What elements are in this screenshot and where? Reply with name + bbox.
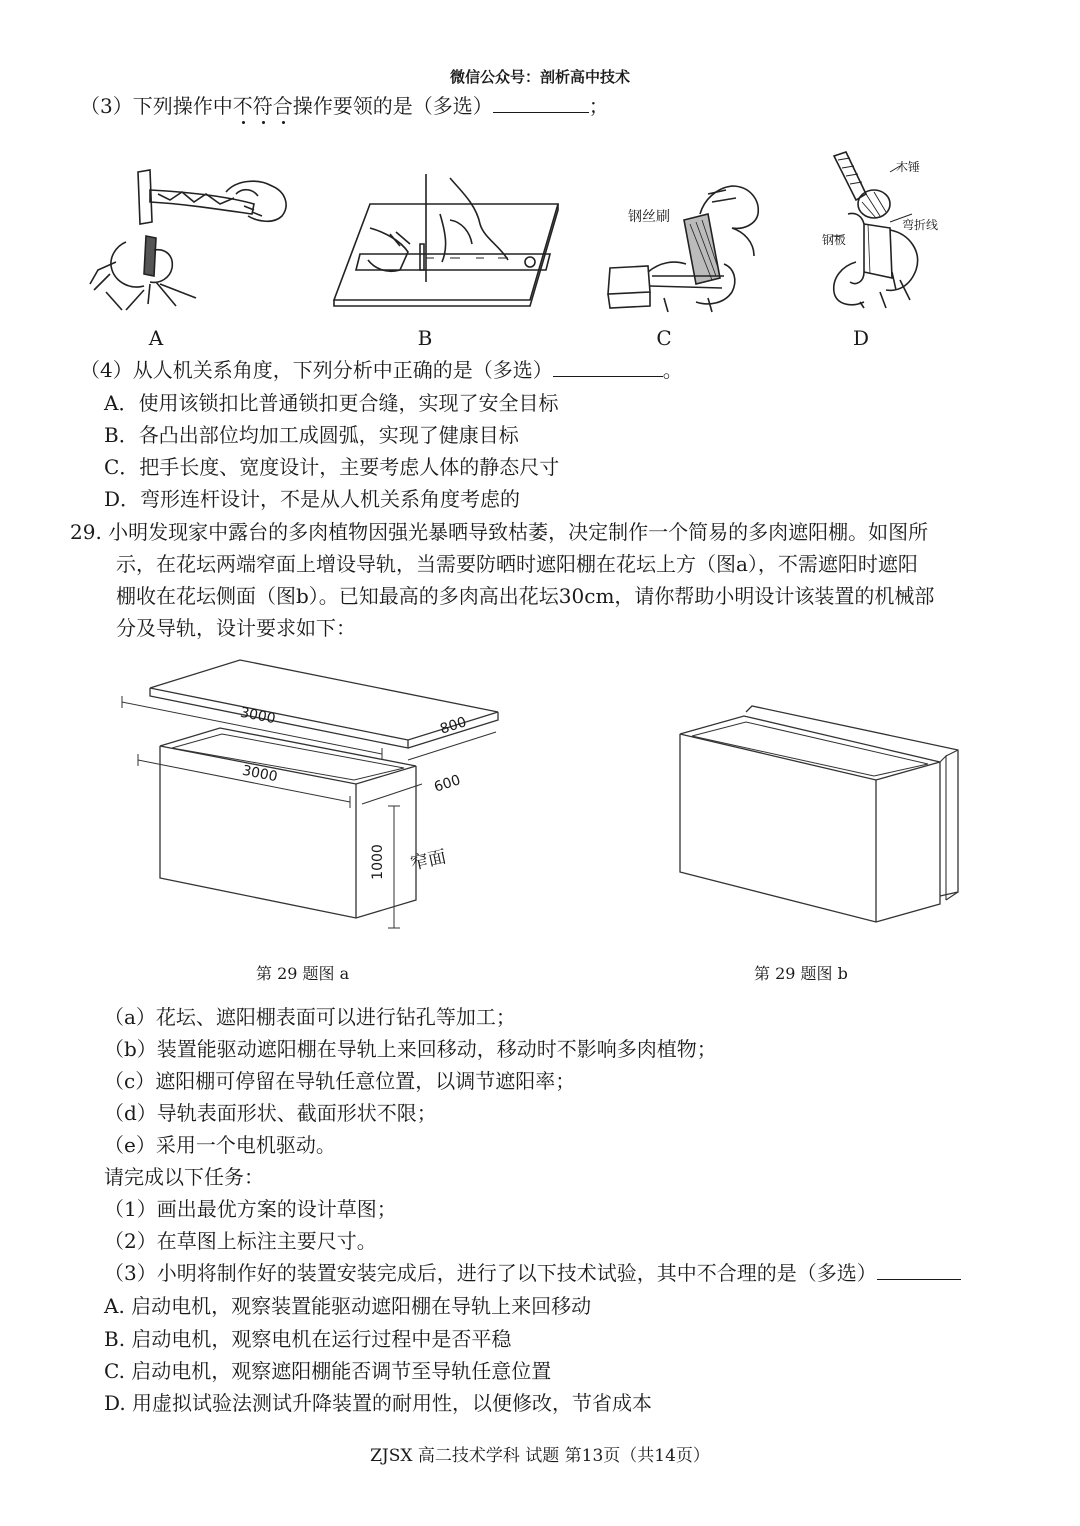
q28-sub3-suffix: 操作要领的是（多选） bbox=[292, 94, 493, 118]
callout-wooden-mallet: 木锤 bbox=[896, 160, 921, 174]
requirement-a: （a）花坛、遮阳棚表面可以进行钻孔等加工； bbox=[104, 1005, 516, 1029]
dimension-length-shade: 3000 bbox=[238, 704, 277, 728]
requirement-e: （e）采用一个电机驱动。 bbox=[104, 1133, 336, 1157]
figure-label-a: A bbox=[148, 326, 164, 350]
answer-blank[interactable] bbox=[493, 94, 589, 113]
q29-stem-line: 棚收在花坛侧面（图b）。已知最高的多肉高出花坛30cm，请你帮助小明设计该装置的机械部 bbox=[116, 584, 935, 608]
requirement-d: （d）导轨表面形状、截面形状不限； bbox=[104, 1101, 437, 1125]
q29-stem-line: 示，在花坛两端窄面上增设导轨，当需要防晒时遮阳棚在花坛上方（图a），不需遮阳时遮阳 bbox=[116, 552, 918, 576]
planter-with-shade-figure-a bbox=[118, 656, 508, 946]
hammer-chisel-illustration bbox=[86, 166, 296, 316]
requirement-b: （b）装置能驱动遮阳棚在导轨上来回移动，移动时不影响多肉植物； bbox=[104, 1037, 717, 1061]
punct: 。 bbox=[662, 358, 683, 382]
page-header: 微信公众号：剖析高中技术 bbox=[449, 68, 630, 86]
option-c: C．把手长度、宽度设计，主要考虑人体的静态尺寸 bbox=[104, 455, 560, 479]
answer-blank[interactable] bbox=[553, 358, 663, 377]
emphasis-char: 不 bbox=[232, 94, 253, 118]
wire-brush-illustration bbox=[604, 180, 784, 312]
q28-sub3-prefix: （3）下列操作中 bbox=[80, 94, 233, 118]
emphasis-char: 合 bbox=[272, 94, 293, 118]
option-a: A. 启动电机，观察装置能驱动遮阳棚在导轨上来回移动 bbox=[104, 1294, 592, 1318]
callout-wire-brush: 钢丝刷 bbox=[628, 209, 670, 225]
marking-with-square-illustration bbox=[330, 174, 560, 308]
stem-text: （4）从人机关系角度，下列分析中正确的是（多选） bbox=[80, 358, 553, 382]
task-2: （2）在草图上标注主要尺寸。 bbox=[104, 1229, 377, 1253]
punct: ； bbox=[588, 94, 609, 118]
answer-blank[interactable] bbox=[877, 1261, 961, 1280]
option-d: D．弯形连杆设计，不是从人机关系角度考虑的 bbox=[104, 487, 521, 511]
option-b: B．各凸出部位均加工成圆弧，实现了健康目标 bbox=[104, 423, 519, 447]
page-footer: ZJSX 高二技术学科 试题 第13页（共14页） bbox=[370, 1446, 710, 1466]
requirement-c: （c）遮阳棚可停留在导轨任意位置，以调节遮阳率； bbox=[104, 1069, 576, 1093]
planter-with-shade-figure-b bbox=[676, 706, 966, 932]
task-intro: 请完成以下任务： bbox=[104, 1165, 264, 1189]
option-c: C. 启动电机，观察遮阳棚能否调节至导轨任意位置 bbox=[104, 1359, 552, 1383]
dimension-length-planter: 3000 bbox=[240, 762, 279, 786]
figure-caption-a: 第 29 题图 a bbox=[256, 964, 350, 983]
callout-steel-plate: 钢板 bbox=[822, 233, 847, 247]
q29-sub3-stem bbox=[104, 1259, 961, 1287]
q28-sub4-stem bbox=[80, 356, 683, 384]
figure-label-c: C bbox=[656, 326, 672, 350]
dimension-height-planter: 1000 bbox=[369, 844, 386, 880]
figure-label-b: B bbox=[417, 326, 433, 350]
q29-stem-line: 分及导轨，设计要求如下： bbox=[116, 616, 356, 640]
q28-sub3-stem bbox=[80, 92, 609, 120]
option-b: B. 启动电机，观察电机在运行过程中是否平稳 bbox=[104, 1327, 512, 1351]
task-1: （1）画出最优方案的设计草图； bbox=[104, 1197, 397, 1221]
dimension-width-shade: 800 bbox=[438, 714, 469, 738]
callout-bend-line: 弯折线 bbox=[902, 218, 939, 232]
figure-label-d: D bbox=[852, 326, 870, 350]
q29-stem-line: 29. 小明发现家中露台的多肉植物因强光暴晒导致枯萎，决定制作一个简易的多肉遮阳棚。如图所 bbox=[70, 520, 929, 544]
emphasis-char: 符 bbox=[252, 94, 273, 118]
option-a: A．使用该锁扣比普通锁扣更合缝，实现了安全目标 bbox=[104, 391, 559, 415]
stem-text: （3）小明将制作好的装置安装完成后，进行了以下技术试验，其中不合理的是（多选） bbox=[104, 1261, 877, 1285]
figure-caption-b: 第 29 题图 b bbox=[754, 964, 848, 983]
narrow-face-label: 窄面 bbox=[408, 846, 449, 875]
dimension-width-planter: 600 bbox=[432, 772, 463, 796]
option-d: D. 用虚拟试验法测试升降装置的耐用性，以便修改，节省成本 bbox=[104, 1391, 653, 1415]
